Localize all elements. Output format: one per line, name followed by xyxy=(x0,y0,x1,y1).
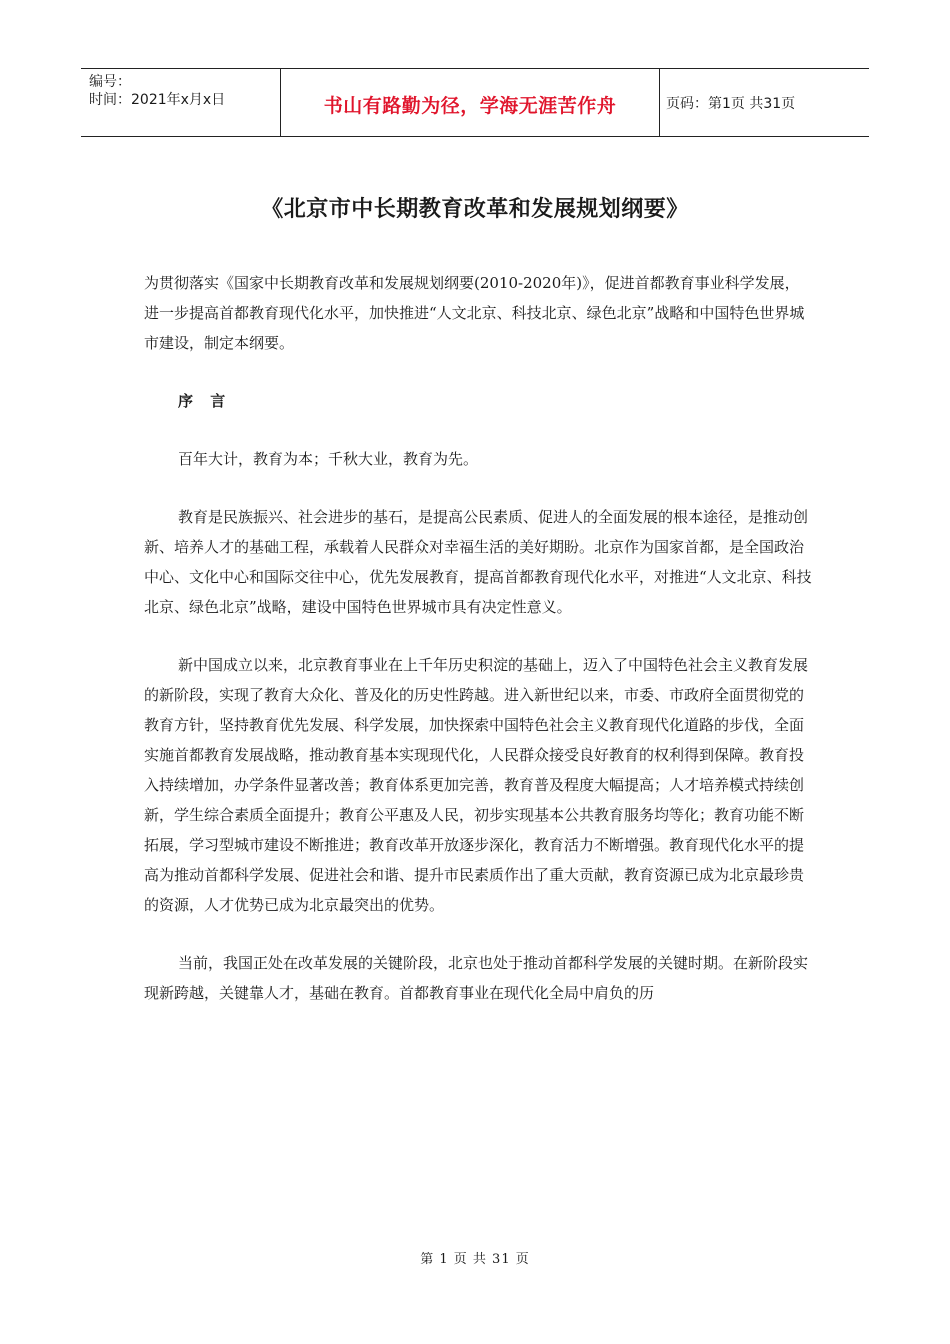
body-paragraph: 当前，我国正处在改革发展的关键阶段，北京也处于推动首都科学发展的关键时期。在新阶段实现新跨越，关键靠人才，基础在教育。首都教育事业在现代化全局中肩负的历 xyxy=(144,954,809,1002)
body-paragraph: 百年大计，教育为本；千秋大业，教育为先。 xyxy=(178,450,479,468)
document-body xyxy=(144,268,812,1036)
header-page-info: 页码：第1页 共31页 xyxy=(666,95,796,112)
body-paragraph: 新中国成立以来，北京教育事业在上千年历史积淀的基础上，迈入了中国特色社会主义教育发展的新阶段，实现了教育大众化、普及化的历史性跨越。进入新世纪以来，市委、市政府全面贯彻党的教育方针，坚持教育优先发展、科学发展，加快探索中国特色社会主义教育现代化道路的步伐，全面实施首都教育发展战略，推动教育基本实现现代化，人民群众接受良好教育的权利得到保障。教育投入持续增加，办学条件显著改善；教育体系更加完善，教育普及程度大幅提高；人才培养模式持续创新，学生综合素质全面提升；教育公平惠及人民，初步实现基本公共教育服务均等化；教育功能不断拓展，学习型城市建设不断推进；教育改革开放逐步深化，教育活力不断增强。教育现代化水平的提高为推动首都科学发展、促进社会和谐、提升市民素质作出了重大贡献，教育资源已成为北京最珍贵的资源，人才优势已成为北京最突出的优势。 xyxy=(144,656,809,914)
document-date: 时间：2021年x月x日 xyxy=(89,92,226,108)
document-title: 《北京市中长期教育改革和发展规划纲要》 xyxy=(261,197,689,222)
intro-paragraph: 为贯彻落实《国家中长期教育改革和发展规划纲要(2010-2020年)》，促进首都教育事业科学发展，进一步提高首都教育现代化水平，加快推进“人文北京、科技北京、绿色北京”战略和中国特色世界城市建设，制定本纲要。 xyxy=(144,274,805,352)
header-motto: 书山有路勤为径，学海无涯苦作舟 xyxy=(323,95,617,117)
header-page-info-cell xyxy=(660,69,869,136)
header-meta xyxy=(81,69,281,136)
body-paragraph: 教育是民族振兴、社会进步的基石，是提高公民素质、促进人的全面发展的根本途径，是推动创新、培养人才的基础工程，承载着人民群众对幸福生活的美好期盼。北京作为国家首都，是全国政治中心、文化中心和国际交往中心，优先发展教育，提高首都教育现代化水平，对推进“人文北京、科技北京、绿色北京”战略，建设中国特色世界城市具有决定性意义。 xyxy=(144,508,812,616)
document-number-label: 编号： xyxy=(89,74,131,90)
page-footer: 第 1 页 共 31 页 xyxy=(420,1252,530,1267)
section-heading: 序 言 xyxy=(178,392,232,410)
page-header xyxy=(81,68,869,137)
header-motto-cell xyxy=(281,69,660,136)
